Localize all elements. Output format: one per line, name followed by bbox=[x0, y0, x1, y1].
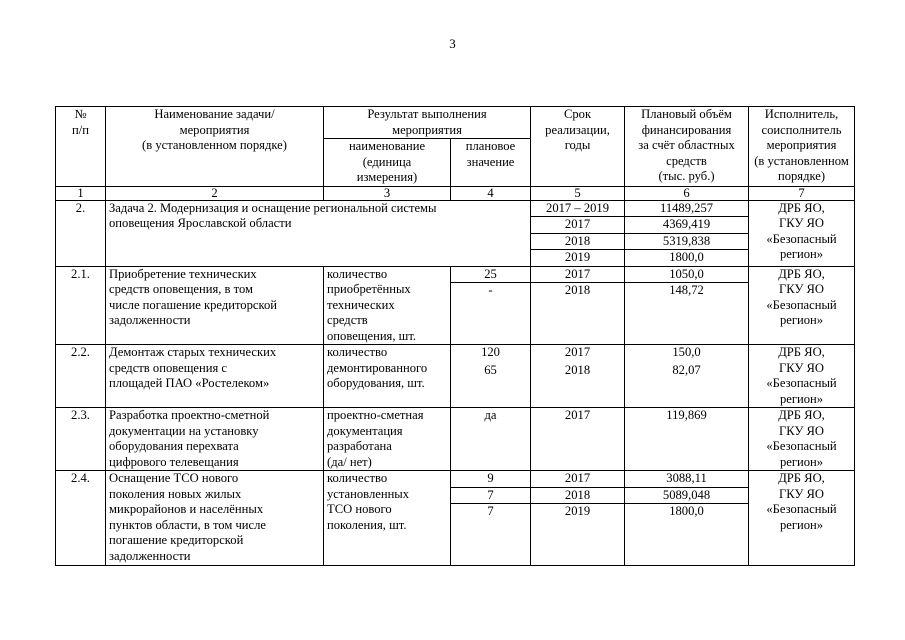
amount-cell: 1050,0 bbox=[625, 266, 749, 283]
column-index: 4 bbox=[451, 186, 531, 200]
table-row bbox=[56, 266, 855, 283]
year-cell: 2017 bbox=[531, 408, 625, 471]
column-index-row bbox=[56, 186, 855, 200]
header-result-name: наименование (единица измерения) bbox=[324, 139, 451, 187]
amount-cell: 5089,048 bbox=[625, 487, 749, 504]
unit-cell: количество установленных ТСО нового поколения, шт. bbox=[324, 471, 451, 566]
header-period: Срок реализации, годы bbox=[531, 107, 625, 187]
value-cell: - bbox=[451, 283, 531, 345]
year-cell: 2018 bbox=[531, 363, 625, 408]
table-row bbox=[56, 345, 855, 363]
value-cell: 65 bbox=[451, 363, 531, 408]
table-row bbox=[56, 471, 855, 488]
executor-cell: ДРБ ЯО, ГКУ ЯО «Безопасный регион» bbox=[749, 345, 855, 408]
column-index: 7 bbox=[749, 186, 855, 200]
amount-cell: 11489,257 bbox=[625, 200, 749, 217]
header-volume: Плановый объём финансирования за счёт областных средств (тыс. руб.) bbox=[625, 107, 749, 187]
amount-cell: 150,0 bbox=[625, 345, 749, 363]
row-num: 2.3. bbox=[56, 408, 106, 471]
year-cell: 2017 bbox=[531, 345, 625, 363]
amount-cell: 3088,11 bbox=[625, 471, 749, 488]
amount-cell: 1800,0 bbox=[625, 504, 749, 566]
header-name: Наименование задачи/ мероприятия (в установленном порядке) bbox=[106, 107, 324, 187]
amount-cell: 148,72 bbox=[625, 283, 749, 345]
header-num: № п/п bbox=[56, 107, 106, 187]
value-cell: да bbox=[451, 408, 531, 471]
activity-name: Оснащение ТСО нового поколения новых жилых микрорайонов и населённых пунктов области, в том числе погашение кредиторской задолженности bbox=[106, 471, 324, 566]
year-cell: 2017 bbox=[531, 266, 625, 283]
column-index: 1 bbox=[56, 186, 106, 200]
table-row bbox=[56, 200, 855, 217]
activity-name: Разработка проектно-сметной документации на установку оборудования перехвата цифрового телевещания bbox=[106, 408, 324, 471]
task-title: Задача 2. Модернизация и оснащение региональной системы оповещения Ярославской области bbox=[106, 200, 531, 266]
table-row bbox=[56, 408, 855, 471]
year-cell: 2017 bbox=[531, 471, 625, 488]
header-executor: Исполнитель, соисполнитель мероприятия (в установленном порядке) bbox=[749, 107, 855, 187]
page-number: 3 bbox=[449, 36, 456, 51]
header-row bbox=[56, 107, 855, 139]
row-num: 2.2. bbox=[56, 345, 106, 408]
unit-cell: количество приобретённых технических средств оповещения, шт. bbox=[324, 266, 451, 345]
year-cell: 2019 bbox=[531, 250, 625, 267]
activities-table bbox=[55, 106, 855, 566]
column-index: 2 bbox=[106, 186, 324, 200]
year-cell: 2017 – 2019 bbox=[531, 200, 625, 217]
column-index: 3 bbox=[324, 186, 451, 200]
row-num: 2. bbox=[56, 200, 106, 266]
executor-cell: ДРБ ЯО, ГКУ ЯО «Безопасный регион» bbox=[749, 471, 855, 566]
executor-cell: ДРБ ЯО, ГКУ ЯО «Безопасный регион» bbox=[749, 200, 855, 266]
value-cell: 7 bbox=[451, 504, 531, 566]
year-cell: 2018 bbox=[531, 487, 625, 504]
value-cell: 120 bbox=[451, 345, 531, 363]
value-cell: 9 bbox=[451, 471, 531, 488]
header-result-value: плановое значение bbox=[451, 139, 531, 187]
value-cell: 7 bbox=[451, 487, 531, 504]
year-cell: 2017 bbox=[531, 217, 625, 234]
unit-cell: проектно-сметная документация разработана (да/ нет) bbox=[324, 408, 451, 471]
header-result: Результат выполнения мероприятия bbox=[324, 107, 531, 139]
row-num: 2.4. bbox=[56, 471, 106, 566]
value-cell: 25 bbox=[451, 266, 531, 283]
year-cell: 2018 bbox=[531, 283, 625, 345]
activity-name: Демонтаж старых технических средств оповещения с площадей ПАО «Ростелеком» bbox=[106, 345, 324, 408]
row-num: 2.1. bbox=[56, 266, 106, 345]
year-cell: 2019 bbox=[531, 504, 625, 566]
executor-cell: ДРБ ЯО, ГКУ ЯО «Безопасный регион» bbox=[749, 408, 855, 471]
amount-cell: 1800,0 bbox=[625, 250, 749, 267]
executor-cell: ДРБ ЯО, ГКУ ЯО «Безопасный регион» bbox=[749, 266, 855, 345]
column-index: 5 bbox=[531, 186, 625, 200]
year-cell: 2018 bbox=[531, 233, 625, 250]
amount-cell: 5319,838 bbox=[625, 233, 749, 250]
unit-cell: количество демонтированного оборудования, шт. bbox=[324, 345, 451, 408]
amount-cell: 119,869 bbox=[625, 408, 749, 471]
column-index: 6 bbox=[625, 186, 749, 200]
amount-cell: 82,07 bbox=[625, 363, 749, 408]
activity-name: Приобретение технических средств оповещения, в том числе погашение кредиторской задолженности bbox=[106, 266, 324, 345]
amount-cell: 4369,419 bbox=[625, 217, 749, 234]
